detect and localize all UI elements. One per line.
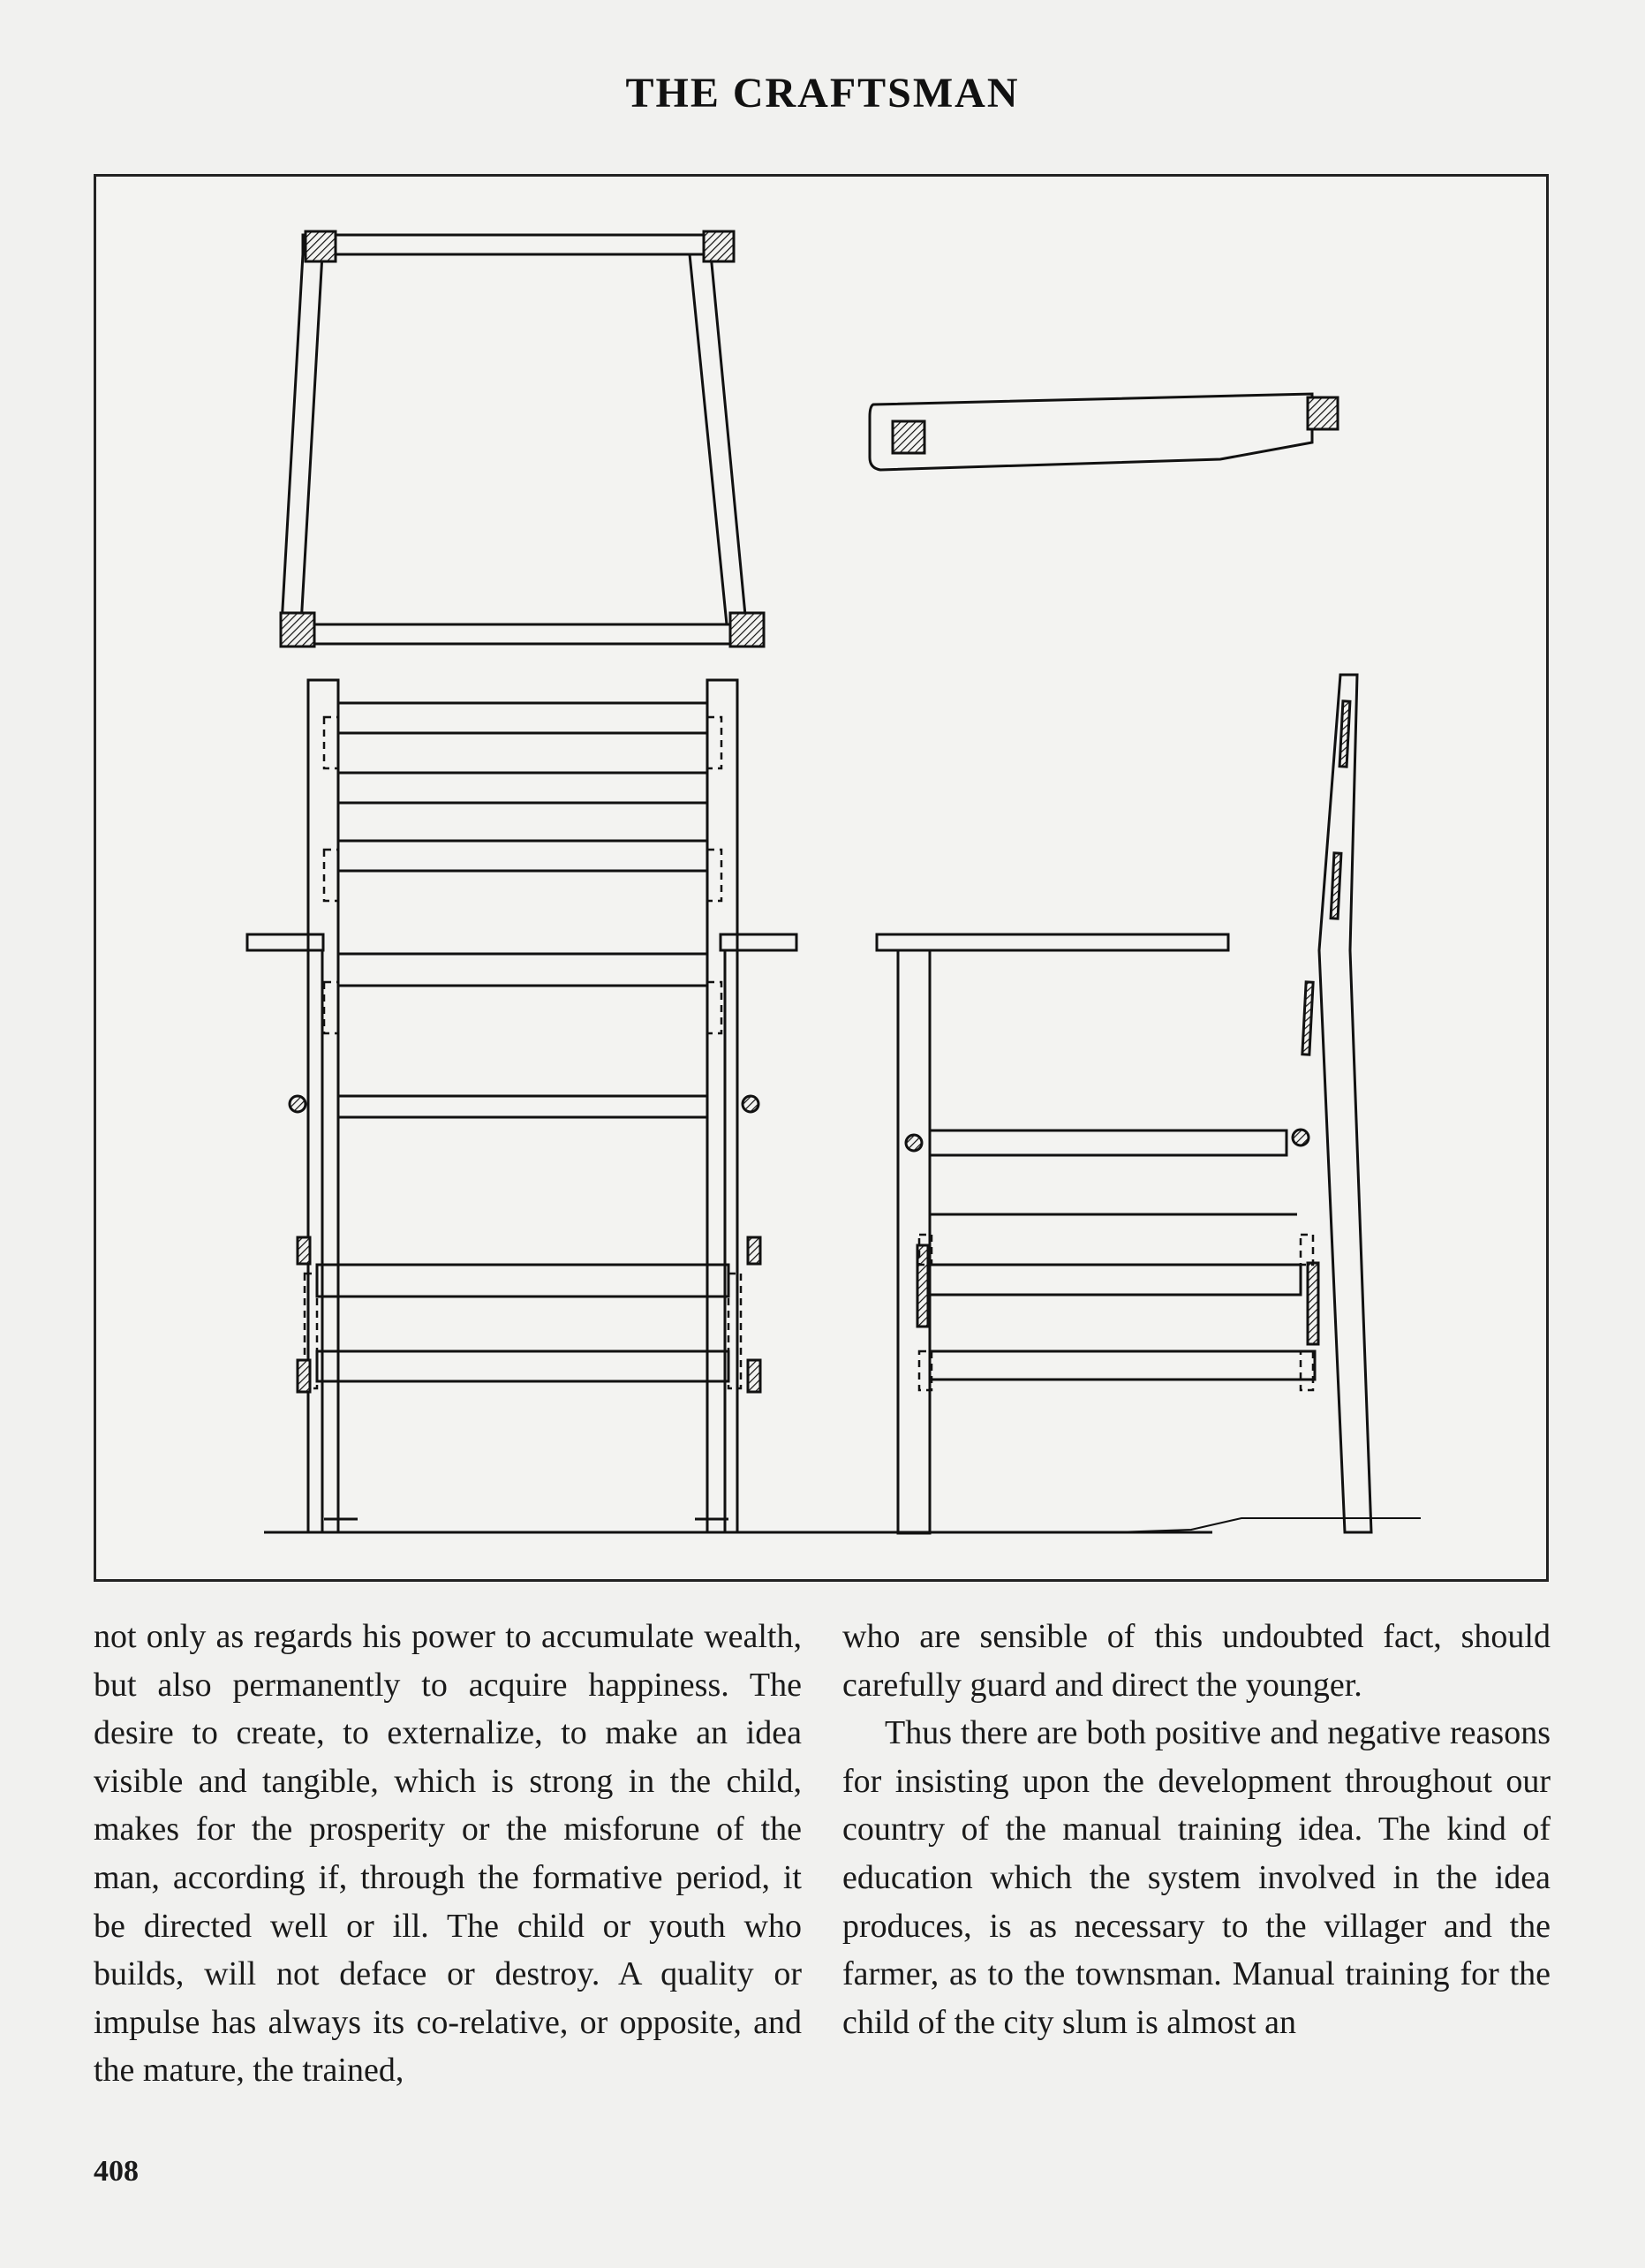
- right-column-paragraph-1: who are sensible of this undoubted fact, should carefully guard and direct the younger.: [842, 1618, 1551, 1704]
- chair-drawing-figure: [94, 174, 1549, 1582]
- arm-plan-view: [870, 394, 1338, 470]
- left-column-paragraph: not only as regards his power to accumulate wealth, but also permanently to acquire happiness. The desire to create, to externalize, to make an idea visible and tangible, which is strong in the child, makes for the prosperity or the misforune of the man, according if, through the formative period, it be directed well or ill. The child or youth who builds, will not deface or destroy. A quality or impulse has always its co-relative, or opposite, and the mature, the trained,: [94, 1618, 802, 2090]
- right-column-text: [842, 1613, 1551, 2046]
- plan-view: [281, 231, 764, 646]
- left-column-text: [94, 1613, 802, 2095]
- front-elevation: [247, 680, 796, 1532]
- right-column-paragraph-2: Thus there are both positive and negative reasons for insisting upon the development throughout our country of the manual training idea. The kind of education which the system involved in the idea produces, is as necessary to the villager and the farmer, as to the townsman. Manual training for the child of the city slum is almost an: [842, 1714, 1551, 2041]
- chair-drawing-icon: [96, 177, 1546, 1579]
- page-number: 408: [94, 2155, 139, 2188]
- page-title: THE CRAFTSMAN: [625, 70, 1020, 117]
- side-elevation: [877, 675, 1371, 1533]
